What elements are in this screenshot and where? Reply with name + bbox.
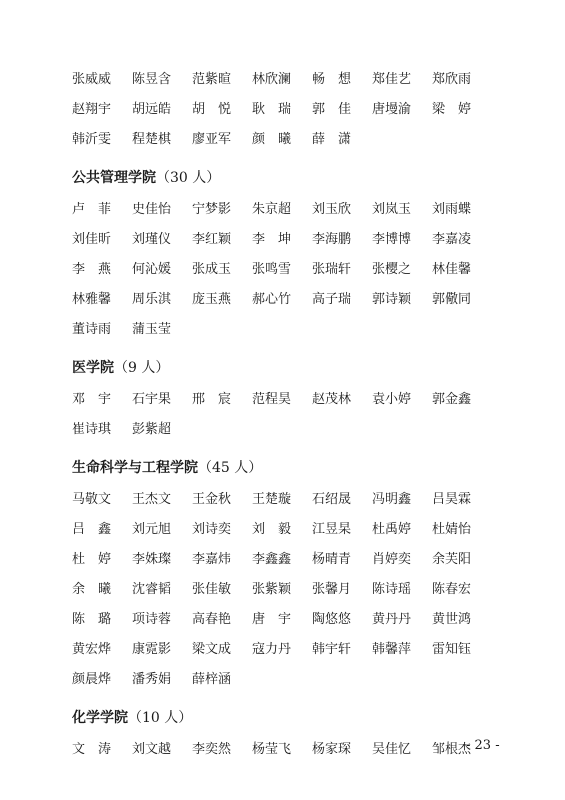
section-title [72, 458, 262, 478]
person-name: 郭 佳 [312, 102, 352, 117]
person-name: 范紫暄 [192, 72, 232, 87]
person-name: 黄世鸿 [432, 612, 472, 627]
name-row [72, 390, 512, 410]
person-name: 薛 潇 [312, 132, 352, 147]
person-name: 李红颖 [192, 232, 232, 247]
name-row [72, 230, 512, 250]
person-name: 刘诗奕 [192, 522, 232, 537]
person-name: 彭紫超 [132, 422, 172, 437]
person-name: 周乐淇 [132, 292, 172, 307]
person-name: 郑欣雨 [432, 72, 472, 87]
person-name: 畅 想 [312, 72, 352, 87]
section-title [72, 708, 192, 728]
person-name: 杜禹婷 [372, 522, 412, 537]
person-name: 刘文越 [132, 742, 172, 757]
person-name: 余芙阳 [432, 552, 472, 567]
person-name: 文 涛 [72, 742, 112, 757]
person-name: 宁梦影 [192, 202, 232, 217]
person-name: 崔诗琪 [72, 422, 112, 437]
person-name: 张佳敏 [192, 582, 232, 597]
person-name: 刘雨蝶 [432, 202, 472, 217]
person-name: 范程昊 [252, 392, 292, 407]
section-count: （30 人） [156, 170, 221, 186]
person-name: 李嘉炜 [192, 552, 232, 567]
person-name: 颜 曦 [252, 132, 292, 147]
person-name: 赵翔宇 [72, 102, 112, 117]
section-name: 生命科学与工程学院 [72, 460, 198, 476]
section-name: 医学院 [72, 360, 114, 376]
person-name: 雷知钰 [432, 642, 472, 657]
name-row [72, 100, 512, 120]
person-name: 黄丹丹 [372, 612, 412, 627]
person-name: 董诗雨 [72, 322, 112, 337]
person-name: 吕 鑫 [72, 522, 112, 537]
name-row [72, 420, 512, 440]
person-name: 林欣澜 [252, 72, 292, 87]
person-name: 杜婧怡 [432, 522, 472, 537]
person-name: 张紫颖 [252, 582, 292, 597]
name-row [72, 130, 512, 150]
name-row [72, 670, 512, 690]
person-name: 康霓影 [132, 642, 172, 657]
person-name: 郑佳艺 [372, 72, 412, 87]
person-name: 李 燕 [72, 262, 112, 277]
person-name: 唐 宇 [252, 612, 292, 627]
person-name: 史佳怡 [132, 202, 172, 217]
person-name: 蒲玉莹 [132, 322, 172, 337]
section-name: 公共管理学院 [72, 170, 156, 186]
person-name: 张馨月 [312, 582, 352, 597]
person-name: 郭儆同 [432, 292, 472, 307]
person-name: 胡 悦 [192, 102, 232, 117]
person-name: 沈睿韬 [132, 582, 172, 597]
person-name: 杨莹飞 [252, 742, 292, 757]
person-name: 卢 菲 [72, 202, 112, 217]
person-name: 梁 婷 [432, 102, 472, 117]
person-name: 吕昊霖 [432, 492, 472, 507]
person-name: 韩宇轩 [312, 642, 352, 657]
person-name: 吴佳忆 [372, 742, 412, 757]
person-name: 杨晴青 [312, 552, 352, 567]
person-name: 薛梓涵 [192, 672, 232, 687]
person-name: 张威威 [72, 72, 112, 87]
person-name: 李奕然 [192, 742, 232, 757]
page-number: - 23 - [466, 738, 500, 753]
person-name: 唐墁渝 [372, 102, 412, 117]
person-name: 庞玉燕 [192, 292, 232, 307]
person-name: 潘秀娟 [132, 672, 172, 687]
name-row [72, 550, 512, 570]
section-title [72, 168, 220, 188]
section-name: 化学学院 [72, 710, 128, 726]
person-name: 寇力丹 [252, 642, 292, 657]
person-name: 李 坤 [252, 232, 292, 247]
person-name: 廖亚军 [192, 132, 232, 147]
person-name: 高春艳 [192, 612, 232, 627]
section-title [72, 358, 169, 378]
person-name: 余 曦 [72, 582, 112, 597]
person-name: 马敬文 [72, 492, 112, 507]
name-row [72, 200, 512, 220]
person-name: 郝心竹 [252, 292, 292, 307]
person-name: 王金秋 [192, 492, 232, 507]
person-name: 刘佳昕 [72, 232, 112, 247]
person-name: 黄宏烨 [72, 642, 112, 657]
person-name: 郭金鑫 [432, 392, 472, 407]
person-name: 石绍晟 [312, 492, 352, 507]
person-name: 邹根杰 [432, 742, 472, 757]
person-name: 陈诗瑶 [372, 582, 412, 597]
person-name: 李海鹏 [312, 232, 352, 247]
person-name: 李博博 [372, 232, 412, 247]
name-row [72, 610, 512, 630]
person-name: 张瑞轩 [312, 262, 352, 277]
person-name: 陈 璐 [72, 612, 112, 627]
person-name: 陶悠悠 [312, 612, 352, 627]
name-row [72, 640, 512, 660]
person-name: 陈春宏 [432, 582, 472, 597]
person-name: 颜晨烨 [72, 672, 112, 687]
person-name: 刘瑾仪 [132, 232, 172, 247]
person-name: 何沁媛 [132, 262, 172, 277]
person-name: 杜 婷 [72, 552, 112, 567]
person-name: 胡远皓 [132, 102, 172, 117]
person-name: 林雅馨 [72, 292, 112, 307]
name-row [72, 290, 512, 310]
person-name: 李嘉凌 [432, 232, 472, 247]
person-name: 邢 宸 [192, 392, 232, 407]
person-name: 高子瑞 [312, 292, 352, 307]
name-row [72, 520, 512, 540]
person-name: 张成玉 [192, 262, 232, 277]
person-name: 耿 瑞 [252, 102, 292, 117]
person-name: 梁文成 [192, 642, 232, 657]
name-row [72, 320, 512, 340]
name-row [72, 260, 512, 280]
person-name: 刘岚玉 [372, 202, 412, 217]
person-name: 王楚璇 [252, 492, 292, 507]
section-count: （9 人） [114, 360, 170, 376]
person-name: 朱京超 [252, 202, 292, 217]
section-count: （10 人） [128, 710, 193, 726]
person-name: 郭诗颖 [372, 292, 412, 307]
person-name: 赵茂林 [312, 392, 352, 407]
person-name: 程楚棋 [132, 132, 172, 147]
person-name: 张樱之 [372, 262, 412, 277]
person-name: 李姝璨 [132, 552, 172, 567]
name-row [72, 740, 512, 760]
person-name: 江昱杲 [312, 522, 352, 537]
person-name: 林佳馨 [432, 262, 472, 277]
person-name: 韩馨萍 [372, 642, 412, 657]
person-name: 韩沂雯 [72, 132, 112, 147]
person-name: 杨家琛 [312, 742, 352, 757]
name-row [72, 490, 512, 510]
person-name: 张鸣雪 [252, 262, 292, 277]
name-row [72, 70, 512, 90]
person-name: 刘 毅 [252, 522, 292, 537]
person-name: 王杰文 [132, 492, 172, 507]
person-name: 陈昱含 [132, 72, 172, 87]
person-name: 李鑫鑫 [252, 552, 292, 567]
person-name: 邓 宇 [72, 392, 112, 407]
person-name: 项诗蓉 [132, 612, 172, 627]
name-row [72, 580, 512, 600]
person-name: 刘玉欣 [312, 202, 352, 217]
person-name: 袁小婷 [372, 392, 412, 407]
person-name: 石宇果 [132, 392, 172, 407]
person-name: 冯明鑫 [372, 492, 412, 507]
section-count: （45 人） [198, 460, 263, 476]
person-name: 刘元旭 [132, 522, 172, 537]
person-name: 肖婷奕 [372, 552, 412, 567]
